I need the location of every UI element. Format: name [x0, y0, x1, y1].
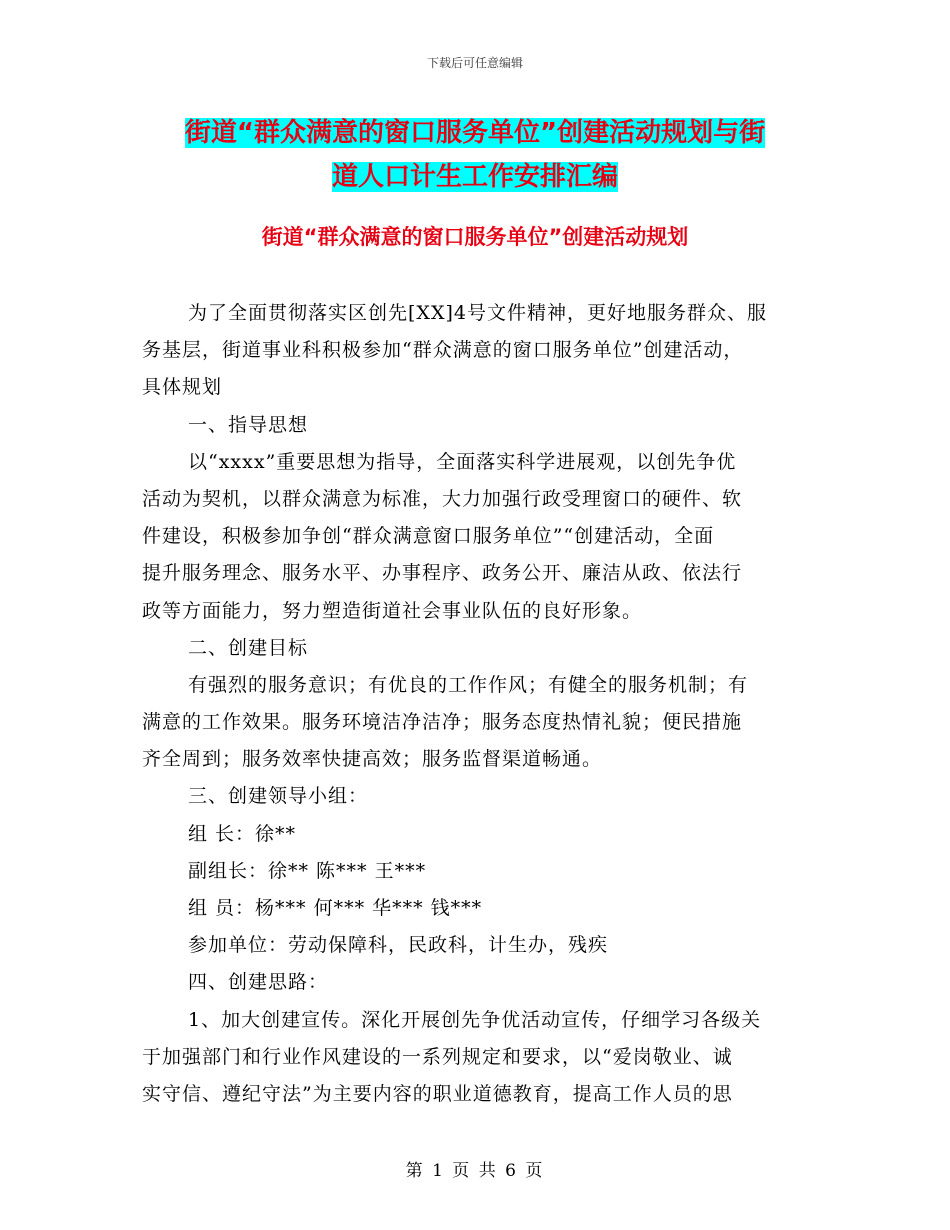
body-line: 为了全面贯彻落实区创先[XX]4号文件精神，更好地服务群众、服 [188, 302, 767, 324]
body-line: 以“xxxx”重要思想为指导，全面落实科学进展观，以创先争优 [188, 450, 737, 473]
body-line: 参加单位：劳动保障科，民政科，计生办，残疾 [188, 934, 609, 957]
body-line: 副组长：徐** 陈*** 王*** [188, 859, 427, 882]
document-title-line-2: 道人口计生工作安排汇编 [331, 162, 618, 192]
body-line: 于加强部门和行业作风建设的一系列规定和要求，以“爱岗敬业、诚 [142, 1045, 733, 1068]
section-title: 街道“群众满意的窗口服务单位”创建活动规划 [261, 225, 689, 249]
body-line: 实守信、遵纪守法”为主要内容的职业道德教育，提高工作人员的思 [142, 1082, 733, 1105]
body-line: 具体规划 [142, 376, 223, 399]
body-line: 政等方面能力，努力塑造街道社会事业队伍的良好形象。 [142, 599, 643, 622]
body-line: 活动为契机，以群众满意为标准，大力加强行政受理窗口的硬件、软 [142, 487, 743, 510]
body-line: 三、创建领导小组： [188, 785, 369, 808]
body-line: 务基层，街道事业科积极参加“群众满意的窗口服务单位”创建活动， [142, 339, 744, 362]
body-text [142, 295, 810, 1113]
body-line: 组 员：杨*** 何*** 华*** 钱*** [188, 897, 483, 919]
body-line: 满意的工作效果。服务环境洁净洁净；服务态度热情礼貌；便民措施 [142, 711, 743, 734]
page-footer: 第 1 页 共 6 页 [405, 1161, 545, 1181]
body-line: 件建设，积极参加争创“群众满意窗口服务单位”“创建活动，全面 [142, 525, 715, 548]
body-line: 有强烈的服务意识；有优良的工作作风；有健全的服务机制；有 [188, 673, 749, 696]
header-note: 下载后可任意编辑 [426, 56, 523, 70]
body-line: 齐全周到；服务效率快捷高效；服务监督渠道畅通。 [142, 748, 603, 771]
body-line: 提升服务理念、服务水平、办事程序、政务公开、廉洁从政、依法行 [142, 562, 743, 585]
body-line: 二、创建目标 [188, 636, 309, 659]
body-line: 一、指导思想 [188, 413, 309, 436]
body-line: 四、创建思路： [188, 971, 329, 994]
body-line: 1、加大创建宣传。深化开展创先争优活动宣传，仔细学习各级关 [188, 1008, 762, 1031]
body-line: 组 长：徐** [188, 822, 297, 845]
document-title-line-1: 街道“群众满意的窗口服务单位”创建活动规划与街 [184, 118, 766, 148]
